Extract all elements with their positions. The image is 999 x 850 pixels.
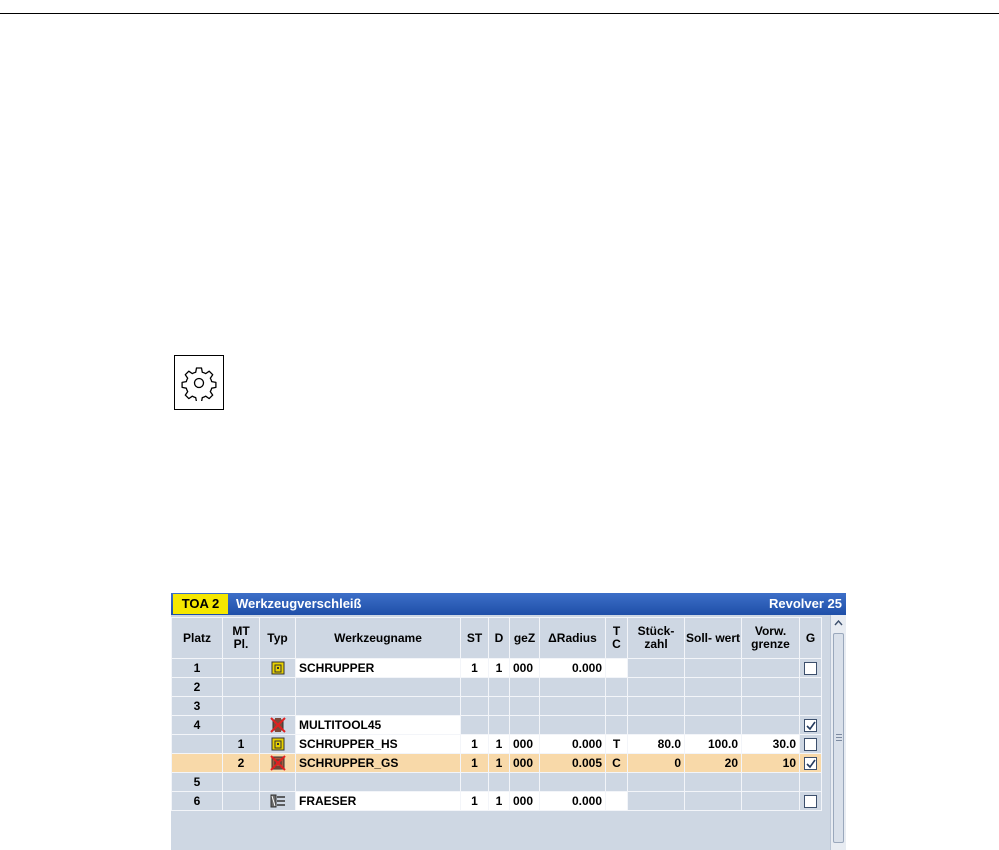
col-header-typ[interactable]: Typ [260,618,296,659]
vorwarngrenze-cell[interactable] [742,678,800,697]
tool-wear-table [171,617,822,811]
mt-cell: 2 [223,754,260,773]
tc-cell[interactable] [606,792,628,811]
milling-tool-icon [270,793,286,809]
mt-cell [223,792,260,811]
typ-cell[interactable] [260,735,296,754]
g-cell [800,773,822,792]
mt-cell [223,697,260,716]
g-cell [800,792,822,811]
sollwert-cell[interactable]: 100.0 [685,735,742,754]
col-header-stueckzahl[interactable]: Stück- zahl [628,618,685,659]
table-row[interactable] [172,735,822,754]
st-cell[interactable] [461,773,489,792]
col-header-radius[interactable]: ΔRadius [540,618,606,659]
typ-cell[interactable] [260,697,296,716]
platz-cell: 5 [172,773,223,792]
vertical-scrollbar[interactable] [830,615,846,850]
g-cell [800,754,822,773]
g-checkbox[interactable] [804,795,817,808]
d-cell[interactable] [489,678,510,697]
top-rule [0,13,999,14]
stueckzahl-cell[interactable]: 0 [628,754,685,773]
magazine-label: Revolver 25 [769,596,842,611]
vorwarngrenze-cell[interactable]: 10 [742,754,800,773]
table-row-selected[interactable] [172,754,822,773]
st-cell[interactable] [461,697,489,716]
col-header-mt-pl[interactable]: MT Pl. [223,618,260,659]
radius-cell[interactable] [540,697,606,716]
tool-name-cell[interactable] [296,678,461,697]
scroll-up-button[interactable] [832,616,845,630]
tool-name-cell[interactable]: SCHRUPPER_GS [296,754,461,773]
chevron-up-icon [834,620,843,626]
tc-cell[interactable] [606,773,628,792]
radius-cell[interactable] [540,716,606,735]
stueckzahl-cell[interactable] [628,773,685,792]
col-header-d[interactable]: D [489,618,510,659]
tool-name-cell[interactable]: SCHRUPPER_HS [296,735,461,754]
platz-cell [172,735,223,754]
st-cell[interactable]: 1 [461,735,489,754]
platz-cell: 6 [172,792,223,811]
col-header-platz[interactable]: Platz [172,618,223,659]
grip-icon [836,734,842,743]
tool-name-cell[interactable]: SCHRUPPER [296,659,461,678]
radius-cell[interactable] [540,773,606,792]
col-header-sollwert[interactable]: Soll- wert [685,618,742,659]
typ-cell[interactable] [260,792,296,811]
d-cell[interactable]: 1 [489,754,510,773]
sollwert-cell[interactable] [685,792,742,811]
sollwert-cell[interactable] [685,773,742,792]
gez-cell[interactable] [510,697,540,716]
typ-cell[interactable] [260,659,296,678]
radius-cell[interactable] [540,678,606,697]
gez-cell[interactable]: 000 [510,735,540,754]
stueckzahl-cell[interactable] [628,716,685,735]
vorwarngrenze-cell[interactable] [742,716,800,735]
d-cell[interactable]: 1 [489,735,510,754]
col-header-name[interactable]: Werkzeugname [296,618,461,659]
radius-cell[interactable]: 0.000 [540,659,606,678]
tool-name-cell[interactable] [296,697,461,716]
tc-cell[interactable] [606,678,628,697]
sollwert-cell[interactable] [685,678,742,697]
stueckzahl-cell[interactable] [628,697,685,716]
vorwarngrenze-cell[interactable] [742,792,800,811]
d-cell[interactable] [489,773,510,792]
g-cell [800,735,822,754]
tc-cell[interactable]: T [606,735,628,754]
scroll-thumb[interactable] [833,633,844,843]
col-header-st[interactable]: ST [461,618,489,659]
platz-cell: 2 [172,678,223,697]
settings-gear-box [174,355,224,410]
d-cell[interactable]: 1 [489,659,510,678]
g-cell [800,716,822,735]
gez-cell[interactable]: 000 [510,792,540,811]
col-header-g[interactable]: G [800,618,822,659]
platz-cell: 4 [172,716,223,735]
sollwert-cell[interactable] [685,697,742,716]
checkmark-icon [806,759,816,769]
toa-badge: TOA 2 [173,594,228,614]
gez-cell[interactable] [510,716,540,735]
gez-cell[interactable]: 000 [510,754,540,773]
rough-tool-icon [270,660,286,676]
g-checkbox[interactable] [804,757,817,770]
mt-cell [223,659,260,678]
stueckzahl-cell[interactable]: 80.0 [628,735,685,754]
tc-cell[interactable] [606,697,628,716]
tool-name-cell[interactable]: MULTITOOL45 [296,716,461,735]
st-cell[interactable]: 1 [461,754,489,773]
st-cell[interactable]: 1 [461,659,489,678]
st-cell[interactable]: 1 [461,792,489,811]
g-checkbox[interactable] [804,738,817,751]
g-cell [800,678,822,697]
checkmark-icon [806,721,816,731]
gez-cell[interactable] [510,773,540,792]
stueckzahl-cell[interactable] [628,659,685,678]
tool-name-cell[interactable]: FRAESER [296,792,461,811]
table-row[interactable] [172,716,822,735]
table-row[interactable] [172,678,822,697]
d-cell[interactable] [489,697,510,716]
col-header-vorwarngrenze[interactable]: Vorw. grenze [742,618,800,659]
radius-cell[interactable]: 0.000 [540,792,606,811]
typ-cell[interactable] [260,773,296,792]
typ-cell[interactable] [260,716,296,735]
vorwarngrenze-cell[interactable] [742,659,800,678]
radius-cell[interactable]: 0.000 [540,735,606,754]
sollwert-cell[interactable]: 20 [685,754,742,773]
mt-cell [223,773,260,792]
table-row[interactable] [172,792,822,811]
platz-cell: 3 [172,697,223,716]
col-header-tc[interactable]: T C [606,618,628,659]
gear-icon [181,365,217,401]
tc-cell[interactable] [606,659,628,678]
table-row[interactable] [172,773,822,792]
tool-wear-panel [171,593,846,850]
g-cell [800,697,822,716]
multitool-disabled-icon [270,717,286,733]
platz-cell: 1 [172,659,223,678]
st-cell[interactable] [461,678,489,697]
gez-cell[interactable] [510,678,540,697]
panel-titlebar [171,593,846,615]
typ-cell[interactable] [260,754,296,773]
g-cell [800,659,822,678]
stueckzahl-cell[interactable] [628,678,685,697]
stueckzahl-cell[interactable] [628,792,685,811]
g-checkbox[interactable] [804,662,817,675]
typ-cell[interactable] [260,678,296,697]
mt-cell: 1 [223,735,260,754]
d-cell[interactable] [489,716,510,735]
tc-cell[interactable]: C [606,754,628,773]
platz-cell [172,754,223,773]
vorwarngrenze-cell[interactable] [742,773,800,792]
vorwarngrenze-cell[interactable]: 30.0 [742,735,800,754]
tc-cell[interactable] [606,716,628,735]
col-header-gez[interactable]: geZ [510,618,540,659]
mt-cell [223,678,260,697]
radius-cell[interactable]: 0.005 [540,754,606,773]
gez-cell[interactable]: 000 [510,659,540,678]
sollwert-cell[interactable] [685,659,742,678]
g-checkbox[interactable] [804,719,817,732]
table-row[interactable] [172,659,822,678]
st-cell[interactable] [461,716,489,735]
d-cell[interactable]: 1 [489,792,510,811]
tool-name-cell[interactable] [296,773,461,792]
rough-tool-disabled-icon [270,755,286,771]
mt-cell [223,716,260,735]
vorwarngrenze-cell[interactable] [742,697,800,716]
panel-title: Werkzeugverschleiß [236,596,362,611]
table-row[interactable] [172,697,822,716]
rough-tool-icon [270,736,286,752]
sollwert-cell[interactable] [685,716,742,735]
